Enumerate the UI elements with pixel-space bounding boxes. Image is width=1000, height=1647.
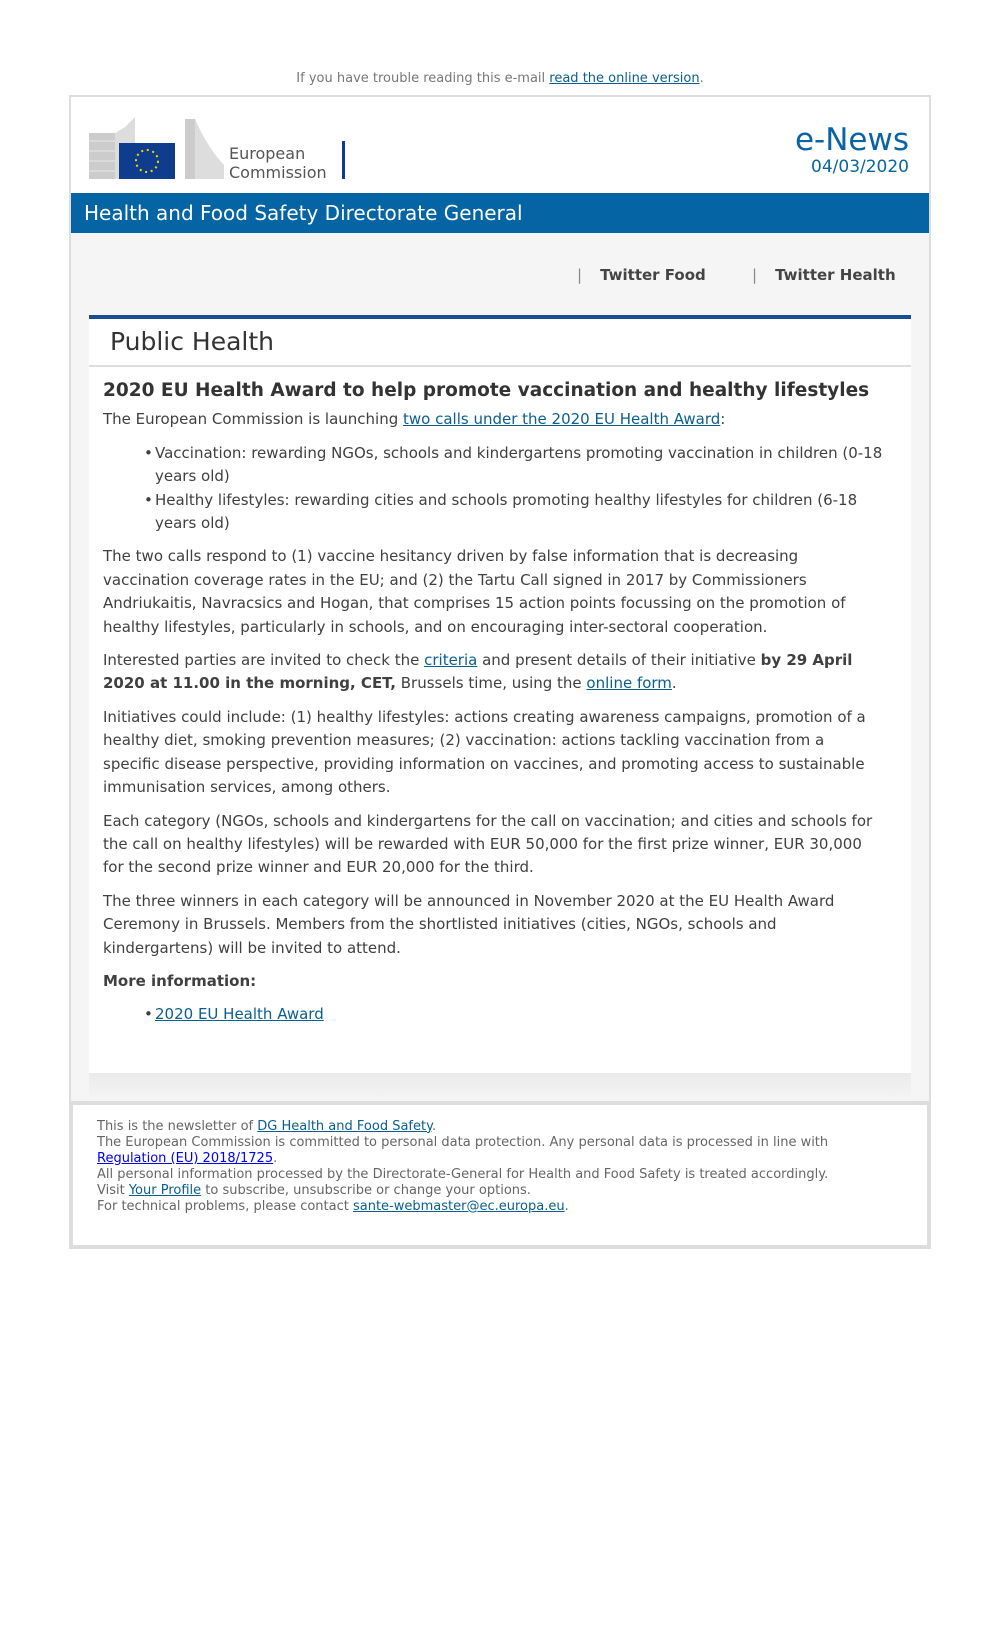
twitter-health-link[interactable]: Twitter Health <box>775 266 896 284</box>
dg-sante-link[interactable]: DG Health and Food Safety <box>257 1118 432 1134</box>
european-commission-logo <box>89 117 349 181</box>
calls-list <box>103 442 883 536</box>
svg-text:European: European <box>229 144 306 163</box>
svg-text:Commission: Commission <box>229 163 327 181</box>
preheader: If you have trouble reading this e-mail read the online version. <box>296 71 704 86</box>
webmaster-email-link[interactable]: sante-webmaster@ec.europa.eu <box>352 1198 565 1214</box>
social-nav: | Twitter Food | Twitter Health <box>577 266 896 284</box>
your-profile-link[interactable]: Your Profile <box>128 1182 202 1198</box>
online-version-link[interactable]: read the online version <box>549 71 700 86</box>
twitter-food-link[interactable]: Twitter Food <box>600 266 706 284</box>
enews-title: e-News 04/03/2020 <box>794 122 909 177</box>
health-award-calls-link[interactable]: two calls under the 2020 EU Health Award <box>403 410 721 429</box>
header <box>71 97 929 193</box>
panel-shadow <box>89 1073 911 1101</box>
criteria-link[interactable]: criteria <box>424 651 478 670</box>
article: 2020 EU Health Award to help promote vaccination and healthy lifestyles The European Commission is launching two calls under the 2020 EU Health Award: • Vaccination: rewarding NGOs, schools and kindergartens promoting vaccination in children (0-18 years old) • Healthy lifestyles: rewarding cities and schools promoting healthy lifestyles for children (6-18 years old) The two calls respond to (1) vaccine hesitancy driven by false information that is decreasing vaccination coverage rates in the EU; and (2) the Tartu Call signed in 2017 by Commissioners Andriukaitis, Navracsics and Hogan, that comprises 15 action points focussing on the promotion of healthy lifestyles, particularly in schools, and on encouraging inter-sectoral cooperation. Interested parties are invited to check the criteria and present details of their initiative by 29 April 2020 at 11.00 in the morning, CET, Brussels time, using the online form. Initiatives could include: (1) healthy lifestyles: actions creating awareness campaigns, promotion of a healthy diet, smoking prevention measures; (2) vaccination: actions tackling vaccination from a specific disease perspective, providing information on vaccines, and promoting access to sustainable immunisation services, among others. Each category (NGOs, schools and kindergartens for the call on vaccination; and cities and schools for the call on healthy lifestyles) will be rewarded with EUR 50,000 for the first prize winner, EUR 30,000 for the second prize winner and EUR 20,000 for the third. The three winners in each category will be announced in November 2020 at the EU Health Award Ceremony in Brussels. Members from the shortlisted initiatives (cities, NGOs, schools and kindergartens) will be invited to attend. More information: • 2020 EU Health Award <box>89 367 911 1073</box>
more-info-label: More information: <box>103 971 257 990</box>
online-form-link[interactable]: online form <box>586 674 672 693</box>
list-item: • Vaccination: rewarding NGOs, schools and kindergartens promoting vaccination in children (0-18 years old) <box>155 442 883 489</box>
health-award-link[interactable]: 2020 EU Health Award <box>155 1005 324 1024</box>
section-title: Public Health <box>89 319 911 367</box>
content-panel <box>89 315 911 1073</box>
article-title: 2020 EU Health Award to help promote vaccination and healthy lifestyles <box>103 380 870 401</box>
list-item: • Healthy lifestyles: rewarding cities and schools promoting healthy lifestyles for children (6-18 years old) <box>155 489 883 536</box>
regulation-link[interactable]: Regulation (EU) 2018/1725 <box>97 1150 274 1166</box>
newsletter <box>69 95 931 1101</box>
footer: This is the newsletter of DG Health and Food Safety. The European Commission is committed to personal data protection. Any personal data is processed in line with Regulation (EU) 2018/1725. All personal information processed by the Directorate-General for Health and Food Safety is treated accordingly. Visit Your Profile to subscribe, unsubscribe or change your options. For technical problems, please contact sante-webmaster@ec.europa.eu. <box>69 1101 931 1249</box>
issue-date: 04/03/2020 <box>811 157 909 177</box>
list-item <box>155 1003 883 1026</box>
banner: Health and Food Safety Directorate General <box>71 193 929 233</box>
